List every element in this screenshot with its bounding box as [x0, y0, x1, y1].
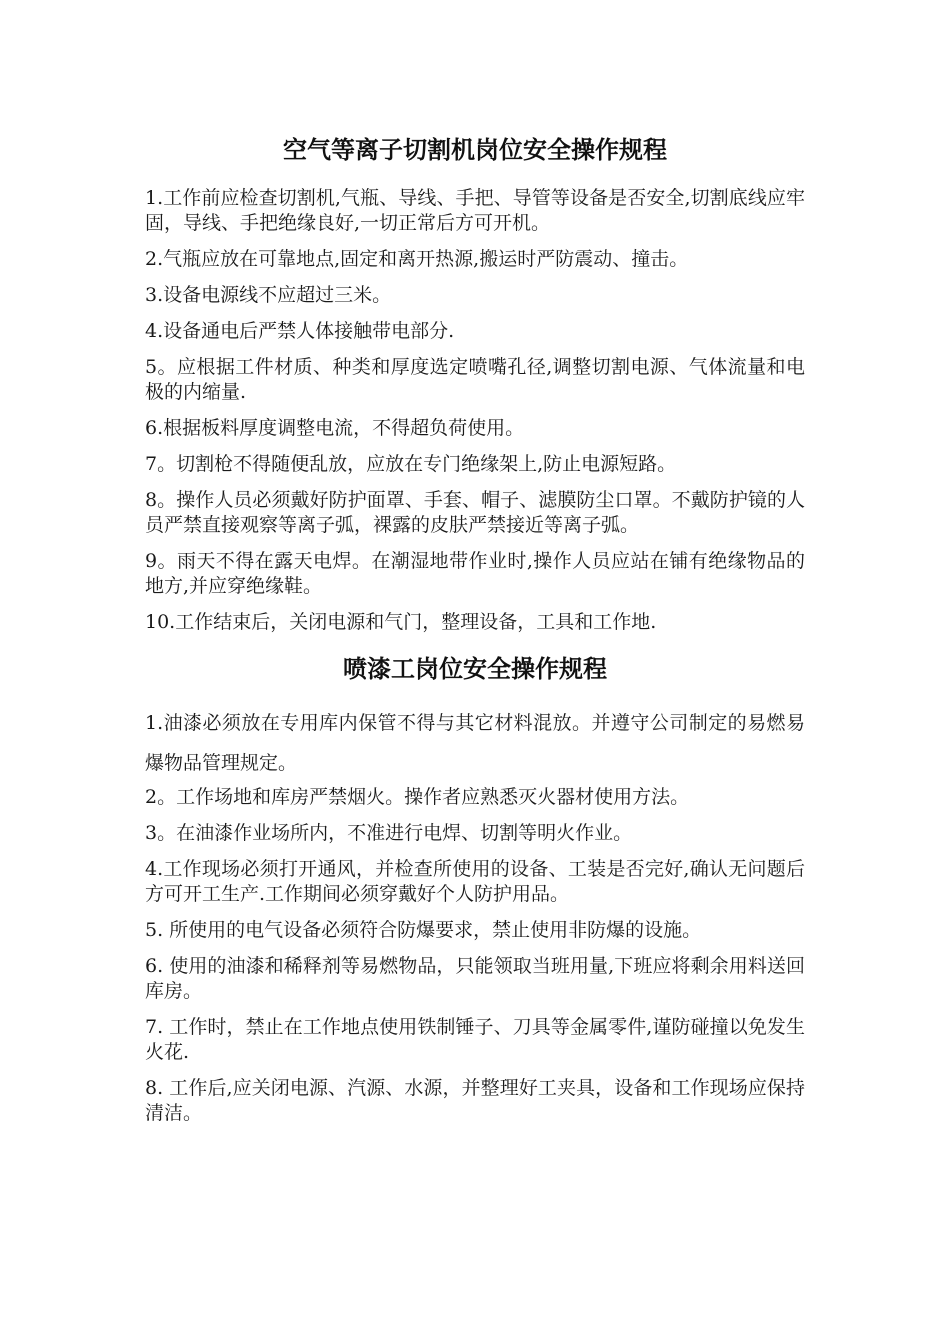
- rule-item: 5。应根据工件材质、种类和厚度选定喷嘴孔径,调整切割电源、气体流量和电极的内缩量.: [145, 356, 805, 403]
- rule-item: 10.工作结束后，关闭电源和气门，整理设备，工具和工作地.: [145, 611, 657, 633]
- rule-item: 7. 工作时，禁止在工作地点使用铁制锤子、刀具等金属零件,谨防碰撞以免发生火花.: [145, 1016, 805, 1063]
- spray-painter-rules: [145, 703, 805, 1126]
- rule-item: 6.根据板料厚度调整电流，不得超负荷使用。: [145, 417, 525, 439]
- rule-item: 9。雨天不得在露天电焊。在潮湿地带作业时,操作人员应站在铺有绝缘物品的地方,并应穿绝缘鞋。: [145, 550, 805, 597]
- rule-item: 3。在油漆作业场所内，不准进行电焊、切割等明火作业。: [145, 822, 633, 844]
- rule-item: 1.油漆必须放在专用库内保管不得与其它材料混放。并遵守公司制定的易燃易爆物品管理规定。: [145, 712, 805, 774]
- rule-item: 6. 使用的油漆和稀释剂等易燃物品，只能领取当班用量,下班应将剩余用料送回库房。: [145, 955, 805, 1002]
- rule-item: 8。操作人员必须戴好防护面罩、手套、帽子、滤膜防尘口罩。不戴防护镜的人员严禁直接观察等离子弧，裸露的皮肤严禁接近等离子弧。: [145, 489, 805, 536]
- rule-item: 5. 所使用的电气设备必须符合防爆要求，禁止使用非防爆的设施。: [145, 919, 702, 941]
- plasma-cutter-rules: [145, 186, 805, 635]
- rule-item: 4.设备通电后严禁人体接触带电部分.: [145, 320, 455, 342]
- rule-item: 2.气瓶应放在可靠地点,固定和离开热源,搬运时严防震动、撞击。: [145, 248, 689, 270]
- section-title-spray-painter: 喷漆工岗位安全操作规程: [343, 655, 607, 683]
- rule-item: 1.工作前应检查切割机,气瓶、导线、手把、导管等设备是否安全,切割底线应牢固，导线、手把绝缘良好,一切正常后方可开机。: [145, 187, 805, 234]
- rule-item: 2。工作场地和库房严禁烟火。操作者应熟悉灭火器材使用方法。: [145, 786, 690, 808]
- rule-item: 8. 工作后,应关闭电源、汽源、水源，并整理好工夹具，设备和工作现场应保持清洁。: [145, 1077, 805, 1124]
- rule-item: 4.工作现场必须打开通风，并检查所使用的设备、工装是否完好,确认无问题后方可开工生产.工作期间必须穿戴好个人防护用品。: [145, 858, 805, 905]
- document-page: [145, 130, 805, 1137]
- rule-item: 3.设备电源线不应超过三米。: [145, 284, 392, 306]
- rule-item: 7。切割枪不得随便乱放，应放在专门绝缘架上,防止电源短路。: [145, 453, 677, 475]
- section-title-plasma-cutter: 空气等离子切割机岗位安全操作规程: [283, 136, 667, 164]
